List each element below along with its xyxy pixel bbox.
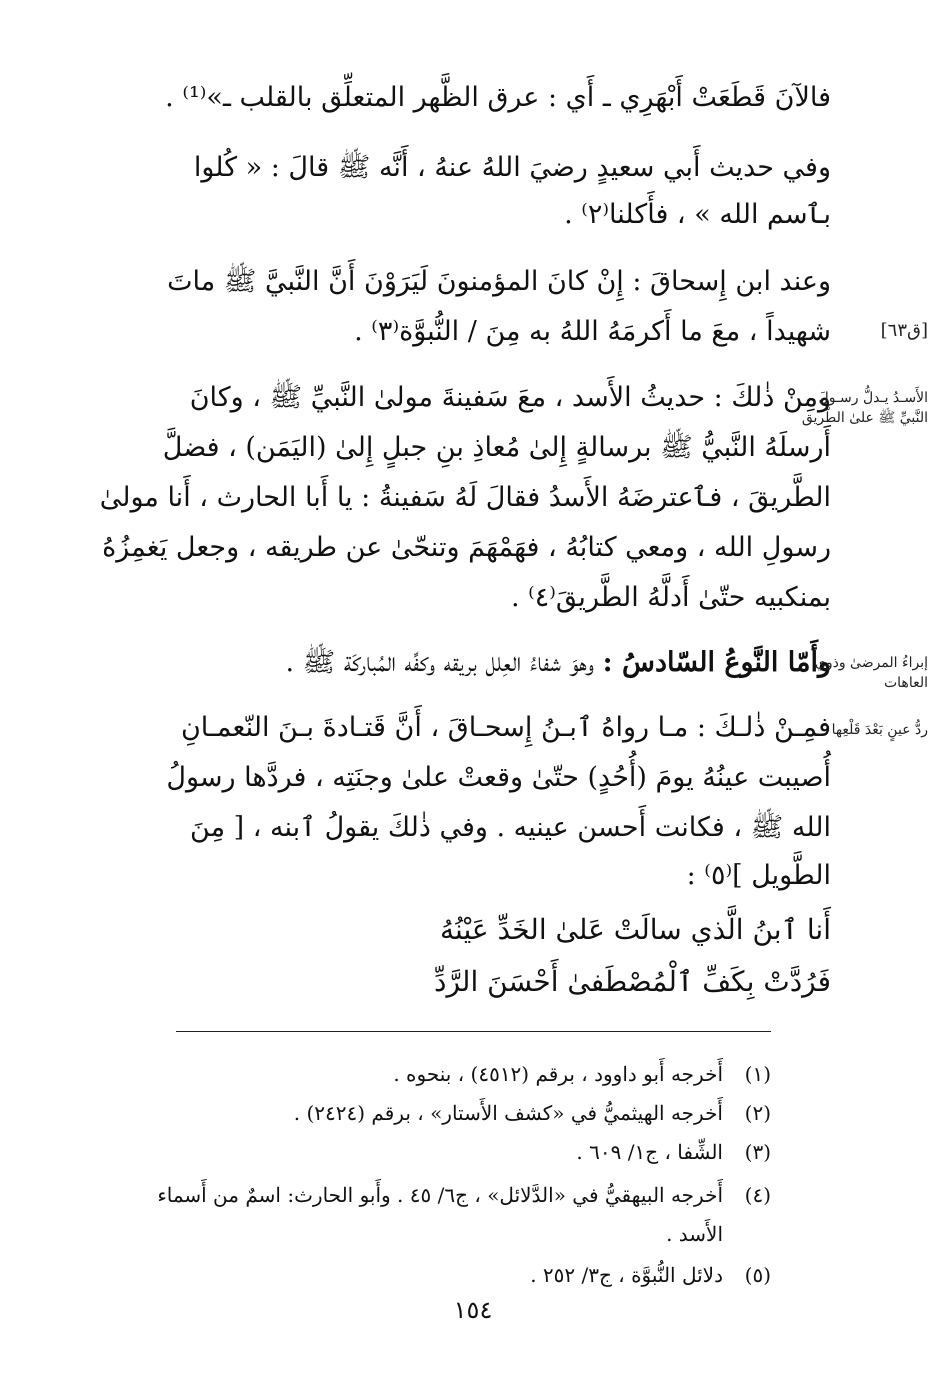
footnote-2 bbox=[61, 1099, 771, 1127]
footnote-text: أَخرجه الهيثميُّ في «كشف الأَستار» ، برقم (٢٤٢٤) . bbox=[293, 1101, 723, 1125]
text-line-11-heading: وأَمّا النَّوعُ السّادسُ : وهوَ شفاءُ العِلل بريقه وكفِّه المُباركَة ﷺ . bbox=[285, 647, 831, 678]
footnote-4-continued bbox=[61, 1220, 771, 1248]
footnote-text: دلائل النُّبوَّة ، ج٣/ ٢٥٢ . bbox=[530, 1263, 723, 1287]
footnote-5 bbox=[61, 1261, 771, 1289]
text-line-8: الطَّريقَ ، فٱعترضَهُ الأَسدُ فقالَ لَهُ سَفينةُ : يا أَبا الحارث ، أَنا مولىٰ bbox=[99, 482, 831, 513]
text-line-5: شهيداً ، معَ ما أَكرمَهُ اللهُ به مِنَ / النُّبوَّة⁽٣⁾ . bbox=[354, 316, 831, 347]
text-line-9: رسولِ الله ، ومعي كتابُهُ ، فهَمْهَمَ وتنحّىٰ عن طريقه ، وجعل يَغمِزُهُ bbox=[102, 532, 831, 563]
footnote-text: أَخرجه أَبو داوود ، برقم (٤٥١٢) ، بنحوه . bbox=[393, 1062, 723, 1086]
footnote-text: الشِّفا ، ج١/ ٦٠٩ . bbox=[576, 1140, 723, 1164]
footnote-number: (٥) bbox=[744, 1263, 771, 1287]
text-line-4: وعند ابن إِسحاقَ : إِنْ كانَ المؤمنونَ لَيَرَوْنَ أَنَّ النَّبيَّ ﷺ ماتَ bbox=[167, 266, 831, 297]
verse-line-2: فَرُدَّتْ بِكَفِّ ٱلْمُصْطَفىٰ أَحْسَنَ الرَّدِّ bbox=[434, 965, 831, 998]
text-line-10: بمنكبيه حتّىٰ أَدلَّهُ الطَّريقَ⁽٤⁾ . bbox=[510, 582, 831, 613]
footnote-3 bbox=[61, 1138, 771, 1166]
text-line-14: الله ﷺ ، فكانت أَحسن عينيه . وفي ذٰلكَ يقولُ ٱبنه ، [ مِنَ bbox=[190, 812, 831, 843]
footnote-separator bbox=[176, 1031, 771, 1032]
text-line-6: ومِنْ ذٰلكَ : حديثُ الأَسد ، معَ سَفينةَ مولىٰ النَّبيِّ ﷺ ، وكانَ bbox=[189, 382, 831, 413]
text-line-13: أُصيبت عينُهُ يومَ (أُحُدٍ) حتّىٰ وقعتْ علىٰ وجنَتِه ، فردَّها رسولُ bbox=[166, 762, 831, 793]
footnote-number: (٢) bbox=[744, 1101, 771, 1125]
text-line-2: وفي حديث أَبي سعيدٍ رضيَ اللهُ عنهُ ، أَنَّه ﷺ قالَ : « كُلوا bbox=[193, 152, 831, 183]
text-line-15: الطَّويل ]⁽٥⁾ : bbox=[686, 860, 831, 891]
footnote-text: الأَسد . bbox=[666, 1222, 723, 1246]
margin-note-lion: الأَسـدُ يـدلُّ رسـولَ النَّبيِّ ﷺ علىٰ الطَّريق bbox=[801, 390, 928, 426]
footnote-text: أَخرجه البيهقيُّ في «الدَّلائل» ، ج٦/ ٤٥ . وأَبو الحارث: اسمٌ من أَسماء bbox=[157, 1183, 723, 1207]
footnote-number: (١) bbox=[744, 1062, 771, 1086]
manuscript-folio-marker: [ق٦٣] bbox=[880, 320, 928, 341]
text-line-12: فمِـنْ ذٰلـكَ : مـا رواهُ ٱبـنُ إِسحـاقَ ، أَنَّ قَتـادةَ بـنَ النّعمـانِ bbox=[180, 712, 831, 743]
page-number: ١٥٤ bbox=[453, 1296, 493, 1324]
margin-note-eye: ردُّ عينٍ بَعْدَ قَلْعِها bbox=[831, 722, 928, 738]
text-line-7: أَرسلَهُ النَّبيُّ ﷺ برسالةٍ إِلىٰ مُعاذِ بنِ جبلٍ إِلىٰ (اليَمَن) ، فضلَّ bbox=[162, 432, 831, 463]
footnote-4 bbox=[61, 1181, 771, 1209]
verse-line-1: أَنا ٱبنُ الَّذي سالَتْ عَلىٰ الخَدِّ عَيْنُهُ bbox=[440, 913, 831, 946]
footnote-number: (٣) bbox=[744, 1140, 771, 1164]
section-heading: وأَمّا النَّوعُ السّادسُ : bbox=[602, 647, 831, 678]
margin-note-healing: إبراءُ المرضىٰ وذوي العاهات bbox=[814, 655, 928, 691]
footnote-number: (٤) bbox=[744, 1183, 771, 1207]
text-line-1: فالآنَ قَطَعَتْ أَبْهَرِي ـ أَي : عرق الظَّهر المتعلِّق بالقلب ـ»⁽¹⁾ . bbox=[165, 82, 831, 113]
footnote-1 bbox=[61, 1060, 771, 1088]
text-line-3: بٱسم الله » ، فأَكلنا⁽٢⁾ . bbox=[564, 199, 831, 230]
